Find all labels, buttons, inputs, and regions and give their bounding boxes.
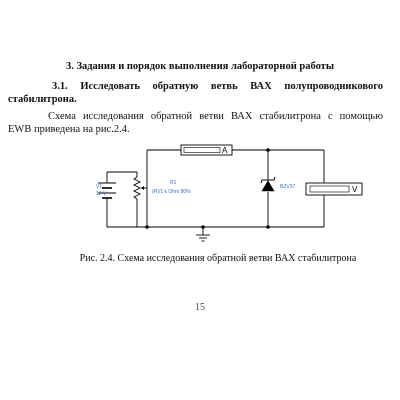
- potentiometer-icon: [134, 177, 140, 199]
- task-word: полупроводникового: [284, 81, 383, 92]
- paragraph-word: Схема: [48, 111, 76, 122]
- task-number: 3.1.: [52, 81, 68, 92]
- task-word: обратную: [152, 81, 199, 92]
- junction-dot: [266, 148, 270, 152]
- junction-dot: [266, 225, 270, 229]
- paragraph-word: исследования: [82, 111, 144, 122]
- paragraph-word: стабилитрона: [259, 111, 321, 122]
- ammeter-symbol: A: [222, 146, 228, 155]
- junction-dot: [201, 225, 205, 229]
- ammeter-display: [184, 148, 220, 153]
- diode-name-label: BZV37: [280, 184, 296, 190]
- wires: [107, 150, 324, 235]
- voltmeter-symbol: V: [352, 185, 358, 194]
- paragraph-word: с: [327, 111, 333, 122]
- source-value-label: 12 V: [96, 191, 107, 197]
- task-word: Исследовать: [80, 81, 140, 92]
- paragraph-word: помощью: [339, 111, 383, 122]
- voltmeter-display: [310, 186, 349, 192]
- ground-icon: [196, 235, 210, 241]
- source-name-label: V1: [96, 184, 103, 190]
- wiper-arrow-icon: [141, 186, 144, 190]
- task-word: ВАХ: [250, 81, 272, 92]
- paragraph-line2: EWB приведена на рис.2.4.: [8, 124, 130, 135]
- section-title: 3. Задания и порядок выполнения лабораторной работы: [65, 61, 335, 72]
- task-word: ветвь: [210, 81, 238, 92]
- task-heading-line2: стабилитрона.: [8, 94, 77, 105]
- junction-dot: [145, 225, 149, 229]
- paragraph-word: ветви: [199, 111, 224, 122]
- ammeter: [181, 145, 232, 155]
- page-number: 15: [195, 302, 205, 313]
- figure-caption: Рис. 2.4. Схема исследования обратной ветви ВАХ стабилитрона: [79, 253, 357, 264]
- pot-name-label: R1: [170, 180, 177, 186]
- pot-value-label: (R)/1 k Ohm 80%: [152, 189, 191, 195]
- paragraph-word: ВАХ: [230, 111, 253, 122]
- paragraph-word: обратной: [150, 111, 193, 122]
- voltmeter: [306, 183, 362, 195]
